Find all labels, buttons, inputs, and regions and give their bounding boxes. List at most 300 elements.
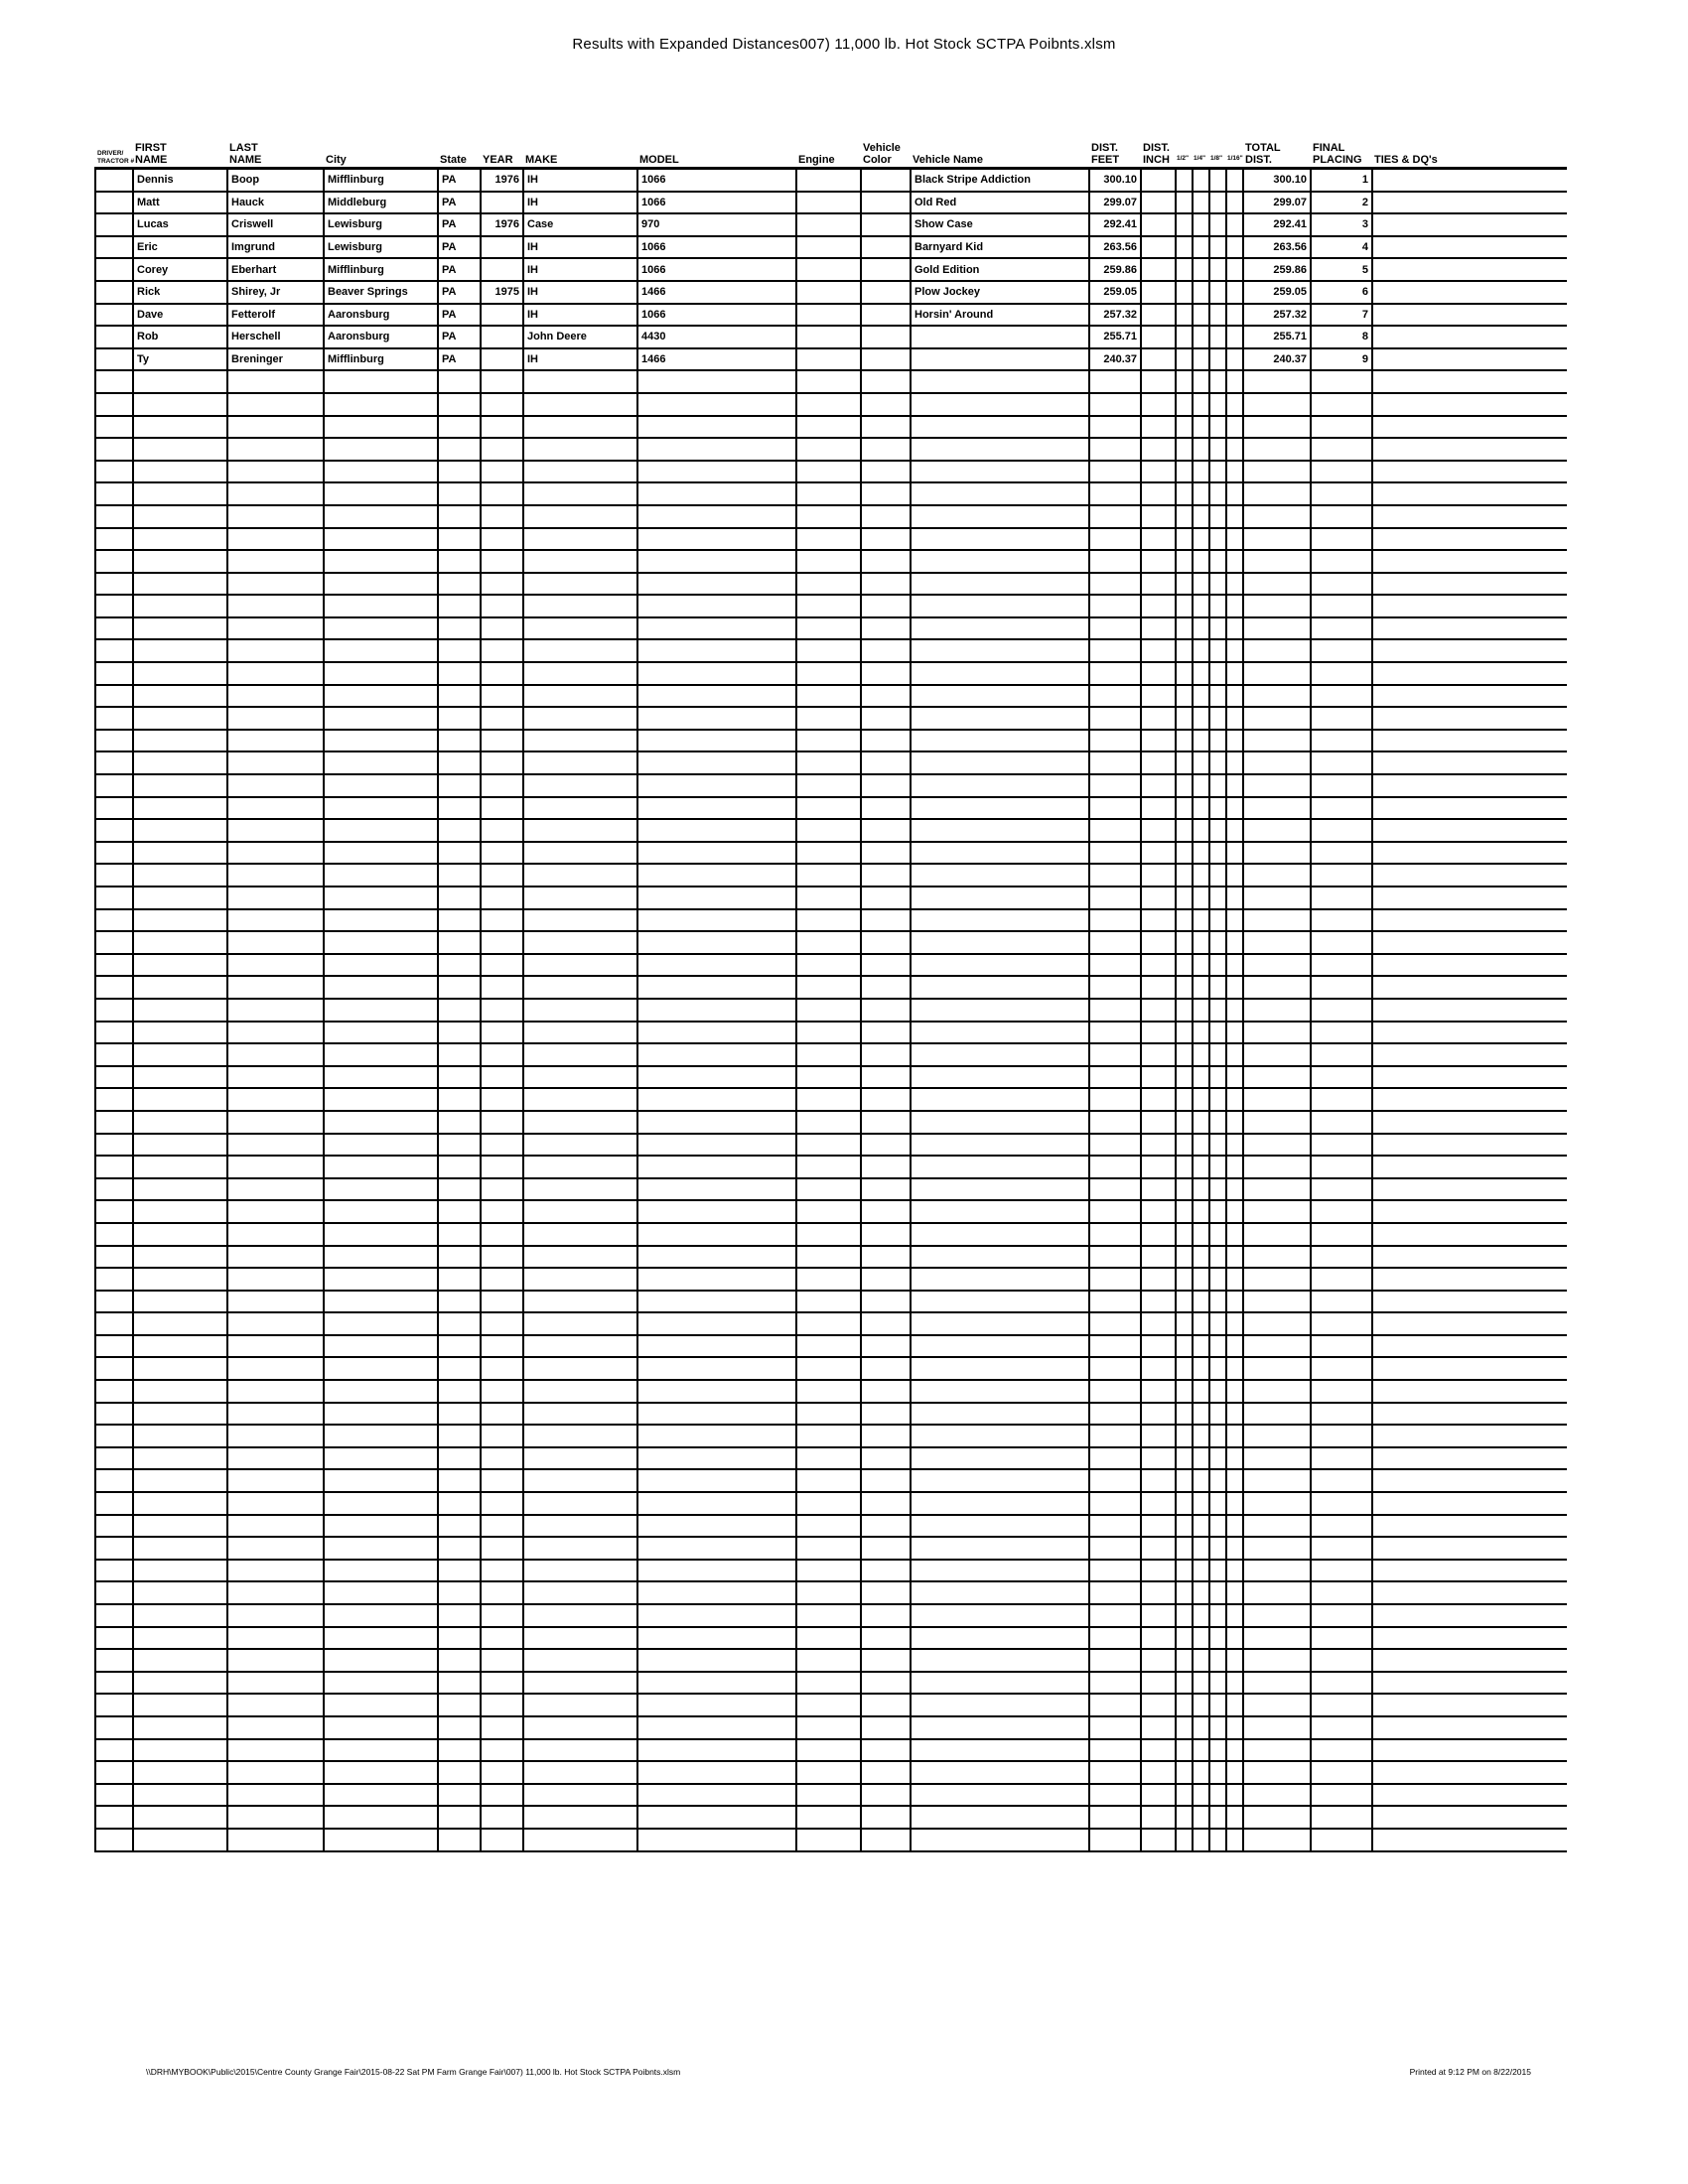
cell-city bbox=[324, 1515, 438, 1538]
cell-half bbox=[1176, 1515, 1193, 1538]
cell-tractor bbox=[95, 1627, 133, 1650]
cell-make bbox=[523, 1200, 637, 1223]
cell-state bbox=[438, 1694, 481, 1716]
cell-total bbox=[1243, 1134, 1311, 1157]
empty-row bbox=[95, 438, 1567, 461]
cell-engine bbox=[796, 909, 861, 932]
cell-engine bbox=[796, 213, 861, 236]
cell-color bbox=[861, 1537, 911, 1560]
cell-placing bbox=[1311, 1784, 1372, 1807]
cell-inch bbox=[1141, 1492, 1176, 1515]
cell-vehicle bbox=[911, 1066, 1089, 1089]
cell-placing bbox=[1311, 931, 1372, 954]
cell-placing bbox=[1311, 1111, 1372, 1134]
cell-state bbox=[438, 887, 481, 909]
cell-first bbox=[133, 505, 227, 528]
cell-total bbox=[1243, 1043, 1311, 1066]
cell-tractor bbox=[95, 1716, 133, 1739]
cell-inch bbox=[1141, 192, 1176, 214]
cell-color bbox=[861, 685, 911, 708]
cell-vehicle bbox=[911, 617, 1089, 640]
cell-make bbox=[523, 617, 637, 640]
cell-engine bbox=[796, 617, 861, 640]
cell-placing bbox=[1311, 1403, 1372, 1426]
cell-model bbox=[637, 528, 796, 551]
cell-engine bbox=[796, 1716, 861, 1739]
cell-make bbox=[523, 1403, 637, 1426]
cell-first bbox=[133, 707, 227, 730]
cell-tractor bbox=[95, 730, 133, 752]
cell-eighth bbox=[1209, 1537, 1226, 1560]
cell-placing bbox=[1311, 595, 1372, 617]
cell-engine bbox=[796, 730, 861, 752]
cell-first: Dave bbox=[133, 304, 227, 327]
cell-tractor bbox=[95, 685, 133, 708]
cell-year bbox=[481, 304, 523, 327]
cell-state bbox=[438, 662, 481, 685]
cell-sixteenth bbox=[1226, 1469, 1243, 1492]
cell-placing bbox=[1311, 1200, 1372, 1223]
cell-feet bbox=[1089, 976, 1141, 999]
cell-make bbox=[523, 416, 637, 439]
cell-quarter bbox=[1193, 1134, 1209, 1157]
cell-year bbox=[481, 1268, 523, 1291]
cell-ties bbox=[1372, 1335, 1567, 1358]
cell-inch bbox=[1141, 1627, 1176, 1650]
cell-model bbox=[637, 1469, 796, 1492]
empty-row bbox=[95, 528, 1567, 551]
cell-state bbox=[438, 1560, 481, 1582]
cell-feet bbox=[1089, 1694, 1141, 1716]
cell-make bbox=[523, 1178, 637, 1201]
cell-eighth bbox=[1209, 573, 1226, 596]
cell-state bbox=[438, 1178, 481, 1201]
cell-eighth bbox=[1209, 976, 1226, 999]
cell-sixteenth bbox=[1226, 1178, 1243, 1201]
cell-tractor bbox=[95, 797, 133, 820]
cell-engine bbox=[796, 1134, 861, 1157]
header-line2: NAME bbox=[229, 154, 262, 166]
empty-row bbox=[95, 1604, 1567, 1627]
cell-total bbox=[1243, 1492, 1311, 1515]
cell-state bbox=[438, 617, 481, 640]
cell-half bbox=[1176, 1178, 1193, 1201]
cell-first bbox=[133, 797, 227, 820]
cell-placing bbox=[1311, 685, 1372, 708]
cell-model bbox=[637, 1425, 796, 1447]
cell-model bbox=[637, 1022, 796, 1044]
cell-last bbox=[227, 1268, 324, 1291]
cell-make bbox=[523, 707, 637, 730]
cell-first bbox=[133, 416, 227, 439]
cell-total bbox=[1243, 461, 1311, 483]
cell-half bbox=[1176, 1581, 1193, 1604]
cell-city bbox=[324, 774, 438, 797]
cell-engine bbox=[796, 1066, 861, 1089]
cell-state: PA bbox=[438, 326, 481, 348]
cell-city bbox=[324, 999, 438, 1022]
cell-color bbox=[861, 751, 911, 774]
cell-placing bbox=[1311, 1447, 1372, 1470]
cell-first bbox=[133, 730, 227, 752]
cell-year bbox=[481, 1761, 523, 1784]
cell-last bbox=[227, 639, 324, 662]
cell-inch bbox=[1141, 1761, 1176, 1784]
cell-sixteenth bbox=[1226, 438, 1243, 461]
cell-inch bbox=[1141, 348, 1176, 371]
column-header-state bbox=[438, 142, 481, 169]
cell-make bbox=[523, 842, 637, 865]
cell-total: 257.32 bbox=[1243, 304, 1311, 327]
cell-feet bbox=[1089, 1357, 1141, 1380]
cell-total bbox=[1243, 438, 1311, 461]
cell-sixteenth bbox=[1226, 1022, 1243, 1044]
cell-quarter bbox=[1193, 370, 1209, 393]
cell-first bbox=[133, 573, 227, 596]
cell-engine bbox=[796, 595, 861, 617]
cell-vehicle bbox=[911, 976, 1089, 999]
cell-model bbox=[637, 1246, 796, 1269]
cell-total bbox=[1243, 685, 1311, 708]
cell-ties bbox=[1372, 864, 1567, 887]
cell-placing: 2 bbox=[1311, 192, 1372, 214]
cell-quarter bbox=[1193, 528, 1209, 551]
cell-feet bbox=[1089, 1537, 1141, 1560]
cell-state bbox=[438, 1672, 481, 1695]
cell-half bbox=[1176, 1268, 1193, 1291]
cell-half bbox=[1176, 1066, 1193, 1089]
cell-state: PA bbox=[438, 304, 481, 327]
cell-vehicle bbox=[911, 1223, 1089, 1246]
cell-engine bbox=[796, 1627, 861, 1650]
result-row-8 bbox=[95, 326, 1567, 348]
cell-color bbox=[861, 1111, 911, 1134]
header-line2: 1/4" bbox=[1194, 155, 1206, 162]
header-line2: Vehicle Name bbox=[913, 154, 983, 166]
cell-make bbox=[523, 1694, 637, 1716]
empty-row bbox=[95, 505, 1567, 528]
cell-placing bbox=[1311, 573, 1372, 596]
empty-row bbox=[95, 1223, 1567, 1246]
cell-total bbox=[1243, 1649, 1311, 1672]
cell-city bbox=[324, 1043, 438, 1066]
cell-vehicle bbox=[911, 1581, 1089, 1604]
cell-sixteenth bbox=[1226, 1246, 1243, 1269]
cell-color bbox=[861, 573, 911, 596]
cell-make bbox=[523, 685, 637, 708]
cell-first: Rick bbox=[133, 281, 227, 304]
cell-state: PA bbox=[438, 281, 481, 304]
cell-engine bbox=[796, 842, 861, 865]
header-line2: TIES & DQ's bbox=[1374, 154, 1438, 166]
cell-half bbox=[1176, 1425, 1193, 1447]
cell-eighth bbox=[1209, 685, 1226, 708]
cell-ties bbox=[1372, 482, 1567, 505]
cell-inch bbox=[1141, 416, 1176, 439]
cell-half bbox=[1176, 976, 1193, 999]
cell-half bbox=[1176, 1537, 1193, 1560]
cell-state bbox=[438, 1111, 481, 1134]
cell-total bbox=[1243, 1694, 1311, 1716]
cell-make bbox=[523, 1560, 637, 1582]
cell-sixteenth bbox=[1226, 370, 1243, 393]
cell-last bbox=[227, 1022, 324, 1044]
cell-vehicle bbox=[911, 751, 1089, 774]
cell-sixteenth bbox=[1226, 639, 1243, 662]
cell-feet bbox=[1089, 1492, 1141, 1515]
cell-state: PA bbox=[438, 169, 481, 192]
cell-inch bbox=[1141, 1223, 1176, 1246]
cell-make bbox=[523, 1716, 637, 1739]
cell-half bbox=[1176, 954, 1193, 977]
cell-total: 299.07 bbox=[1243, 192, 1311, 214]
cell-vehicle bbox=[911, 1784, 1089, 1807]
cell-first bbox=[133, 1111, 227, 1134]
cell-last bbox=[227, 1784, 324, 1807]
cell-model bbox=[637, 1066, 796, 1089]
cell-engine bbox=[796, 258, 861, 281]
cell-eighth bbox=[1209, 416, 1226, 439]
cell-placing: 4 bbox=[1311, 236, 1372, 259]
cell-year bbox=[481, 617, 523, 640]
cell-city bbox=[324, 393, 438, 416]
cell-inch bbox=[1141, 1672, 1176, 1695]
cell-placing bbox=[1311, 1312, 1372, 1335]
cell-first bbox=[133, 1223, 227, 1246]
cell-eighth bbox=[1209, 1627, 1226, 1650]
cell-placing bbox=[1311, 1761, 1372, 1784]
cell-engine bbox=[796, 1672, 861, 1695]
cell-feet bbox=[1089, 1111, 1141, 1134]
cell-eighth bbox=[1209, 281, 1226, 304]
cell-model bbox=[637, 954, 796, 977]
cell-vehicle bbox=[911, 1515, 1089, 1538]
cell-eighth bbox=[1209, 1357, 1226, 1380]
cell-city bbox=[324, 416, 438, 439]
cell-quarter bbox=[1193, 1672, 1209, 1695]
cell-eighth bbox=[1209, 1156, 1226, 1178]
cell-sixteenth bbox=[1226, 1088, 1243, 1111]
cell-vehicle bbox=[911, 461, 1089, 483]
cell-year bbox=[481, 550, 523, 573]
cell-total bbox=[1243, 1537, 1311, 1560]
cell-state: PA bbox=[438, 258, 481, 281]
cell-placing: 5 bbox=[1311, 258, 1372, 281]
cell-state bbox=[438, 1627, 481, 1650]
cell-color bbox=[861, 1178, 911, 1201]
cell-vehicle bbox=[911, 1134, 1089, 1157]
cell-year bbox=[481, 1806, 523, 1829]
cell-state: PA bbox=[438, 348, 481, 371]
cell-color bbox=[861, 842, 911, 865]
cell-city bbox=[324, 370, 438, 393]
cell-tractor bbox=[95, 1537, 133, 1560]
cell-half bbox=[1176, 1088, 1193, 1111]
cell-inch bbox=[1141, 797, 1176, 820]
cell-quarter bbox=[1193, 662, 1209, 685]
cell-placing bbox=[1311, 864, 1372, 887]
result-row-2 bbox=[95, 192, 1567, 214]
cell-eighth bbox=[1209, 864, 1226, 887]
cell-last bbox=[227, 1312, 324, 1335]
cell-total: 259.05 bbox=[1243, 281, 1311, 304]
cell-engine bbox=[796, 482, 861, 505]
cell-first: Corey bbox=[133, 258, 227, 281]
cell-state bbox=[438, 461, 481, 483]
cell-first bbox=[133, 1581, 227, 1604]
cell-quarter bbox=[1193, 1447, 1209, 1470]
cell-engine bbox=[796, 1043, 861, 1066]
cell-city bbox=[324, 1604, 438, 1627]
cell-first bbox=[133, 909, 227, 932]
cell-tractor bbox=[95, 1380, 133, 1403]
cell-ties bbox=[1372, 528, 1567, 551]
cell-inch bbox=[1141, 505, 1176, 528]
cell-state bbox=[438, 1380, 481, 1403]
cell-quarter bbox=[1193, 1739, 1209, 1762]
cell-total bbox=[1243, 1739, 1311, 1762]
cell-year bbox=[481, 751, 523, 774]
cell-make bbox=[523, 1806, 637, 1829]
cell-state bbox=[438, 639, 481, 662]
cell-last bbox=[227, 1111, 324, 1134]
cell-ties bbox=[1372, 1088, 1567, 1111]
cell-inch bbox=[1141, 1425, 1176, 1447]
cell-feet bbox=[1089, 1829, 1141, 1851]
cell-ties bbox=[1372, 1784, 1567, 1807]
cell-make: John Deere bbox=[523, 326, 637, 348]
cell-model bbox=[637, 617, 796, 640]
cell-feet bbox=[1089, 887, 1141, 909]
cell-inch bbox=[1141, 1739, 1176, 1762]
cell-first bbox=[133, 931, 227, 954]
cell-vehicle bbox=[911, 954, 1089, 977]
cell-placing bbox=[1311, 639, 1372, 662]
cell-state bbox=[438, 1022, 481, 1044]
cell-city bbox=[324, 1335, 438, 1358]
cell-quarter bbox=[1193, 1111, 1209, 1134]
cell-feet bbox=[1089, 730, 1141, 752]
cell-ties bbox=[1372, 236, 1567, 259]
cell-placing bbox=[1311, 774, 1372, 797]
cell-vehicle bbox=[911, 595, 1089, 617]
cell-ties bbox=[1372, 1829, 1567, 1851]
cell-inch bbox=[1141, 169, 1176, 192]
cell-total bbox=[1243, 1560, 1311, 1582]
cell-sixteenth bbox=[1226, 1515, 1243, 1538]
cell-placing bbox=[1311, 976, 1372, 999]
cell-make bbox=[523, 1829, 637, 1851]
cell-last bbox=[227, 887, 324, 909]
cell-vehicle bbox=[911, 1604, 1089, 1627]
cell-model bbox=[637, 1380, 796, 1403]
cell-make bbox=[523, 1246, 637, 1269]
header-line2: 1/2" bbox=[1177, 155, 1190, 162]
cell-sixteenth bbox=[1226, 1806, 1243, 1829]
cell-half bbox=[1176, 662, 1193, 685]
cell-vehicle bbox=[911, 438, 1089, 461]
cell-last bbox=[227, 1716, 324, 1739]
cell-make: IH bbox=[523, 304, 637, 327]
cell-first bbox=[133, 1829, 227, 1851]
cell-last bbox=[227, 1066, 324, 1089]
cell-city bbox=[324, 887, 438, 909]
cell-first bbox=[133, 1560, 227, 1582]
cell-inch bbox=[1141, 1403, 1176, 1426]
cell-quarter bbox=[1193, 1357, 1209, 1380]
cell-make bbox=[523, 1739, 637, 1762]
cell-sixteenth bbox=[1226, 505, 1243, 528]
cell-half bbox=[1176, 999, 1193, 1022]
empty-row bbox=[95, 999, 1567, 1022]
cell-eighth bbox=[1209, 1200, 1226, 1223]
cell-vehicle bbox=[911, 819, 1089, 842]
cell-eighth bbox=[1209, 1604, 1226, 1627]
cell-half bbox=[1176, 304, 1193, 327]
cell-make bbox=[523, 1066, 637, 1089]
cell-engine bbox=[796, 1223, 861, 1246]
cell-make: IH bbox=[523, 258, 637, 281]
cell-state bbox=[438, 438, 481, 461]
column-header-ties bbox=[1372, 142, 1567, 169]
cell-engine bbox=[796, 797, 861, 820]
cell-quarter bbox=[1193, 707, 1209, 730]
cell-total bbox=[1243, 617, 1311, 640]
cell-model: 4430 bbox=[637, 326, 796, 348]
cell-inch bbox=[1141, 1335, 1176, 1358]
cell-make bbox=[523, 864, 637, 887]
cell-model bbox=[637, 1291, 796, 1313]
header-row bbox=[95, 142, 1567, 169]
cell-vehicle bbox=[911, 1335, 1089, 1358]
cell-vehicle bbox=[911, 1672, 1089, 1695]
cell-vehicle bbox=[911, 1312, 1089, 1335]
cell-model bbox=[637, 1672, 796, 1695]
cell-state bbox=[438, 1829, 481, 1851]
cell-ties bbox=[1372, 192, 1567, 214]
cell-placing bbox=[1311, 999, 1372, 1022]
cell-last bbox=[227, 1581, 324, 1604]
cell-inch bbox=[1141, 819, 1176, 842]
cell-tractor bbox=[95, 1312, 133, 1335]
cell-ties bbox=[1372, 909, 1567, 932]
cell-first bbox=[133, 1739, 227, 1762]
cell-sixteenth bbox=[1226, 1200, 1243, 1223]
cell-half bbox=[1176, 774, 1193, 797]
cell-quarter bbox=[1193, 1088, 1209, 1111]
cell-last: Herschell bbox=[227, 326, 324, 348]
cell-inch bbox=[1141, 1716, 1176, 1739]
cell-feet bbox=[1089, 1447, 1141, 1470]
cell-quarter bbox=[1193, 797, 1209, 820]
cell-state bbox=[438, 1156, 481, 1178]
cell-model bbox=[637, 1088, 796, 1111]
empty-row bbox=[95, 1627, 1567, 1650]
cell-color bbox=[861, 1829, 911, 1851]
cell-inch bbox=[1141, 639, 1176, 662]
cell-feet bbox=[1089, 1761, 1141, 1784]
cell-city bbox=[324, 707, 438, 730]
cell-last bbox=[227, 1380, 324, 1403]
header-line1: DIST. bbox=[1091, 142, 1118, 154]
cell-eighth bbox=[1209, 1403, 1226, 1426]
cell-engine bbox=[796, 1022, 861, 1044]
cell-tractor bbox=[95, 213, 133, 236]
cell-last bbox=[227, 1560, 324, 1582]
cell-total bbox=[1243, 819, 1311, 842]
cell-placing bbox=[1311, 1560, 1372, 1582]
cell-vehicle bbox=[911, 528, 1089, 551]
